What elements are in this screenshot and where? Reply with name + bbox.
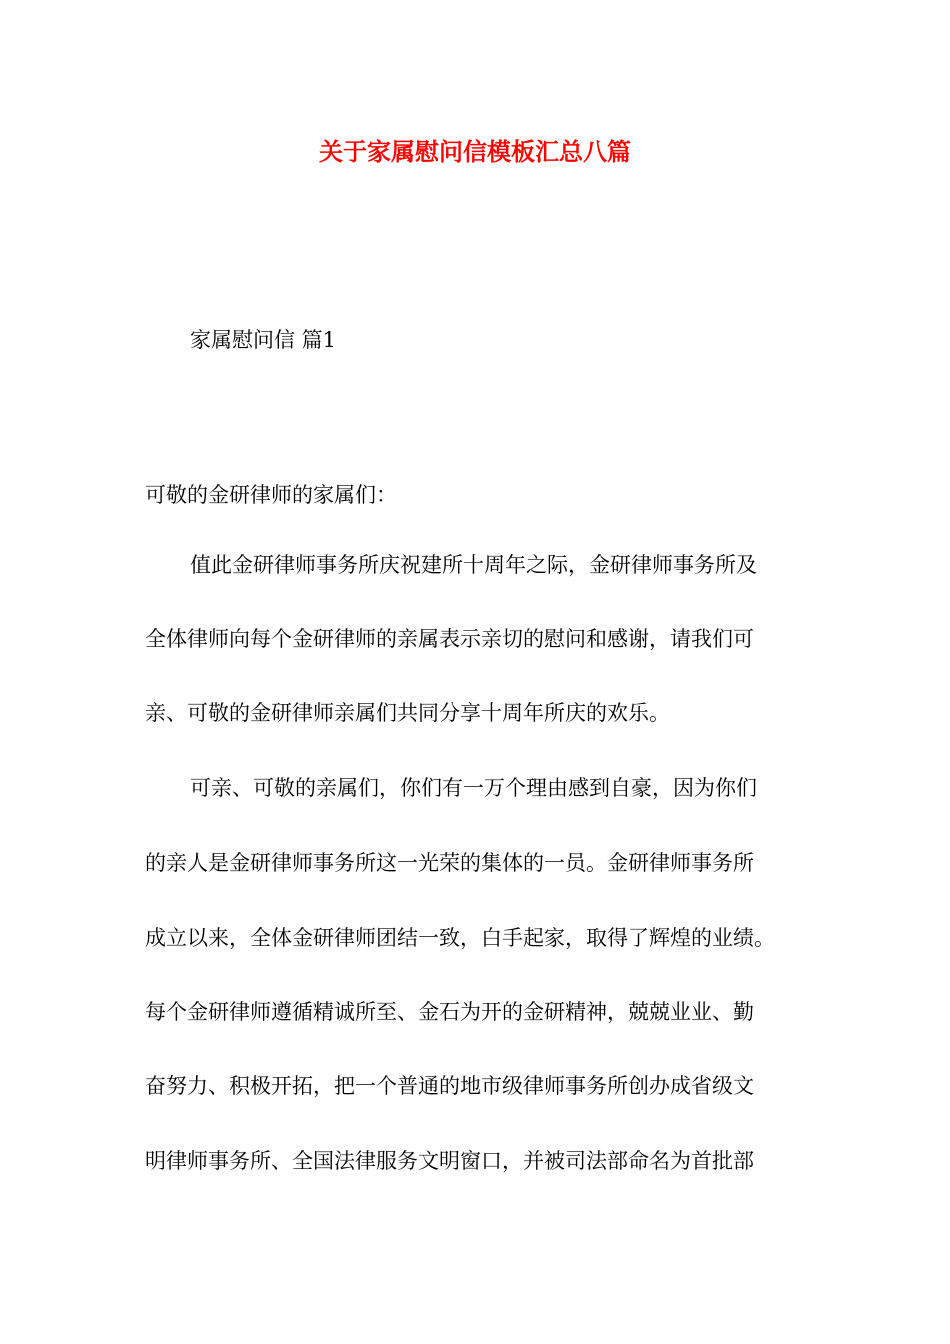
- body-line: 可亲、可敬的亲属们，你们有一万个理由感到自豪，因为你们: [190, 776, 757, 800]
- section-heading: 家属慰问信 篇1: [190, 328, 337, 352]
- body-line: 的亲人是金研律师事务所这一光荣的集体的一员。金研律师事务所: [145, 851, 754, 875]
- body-line: 成立以来，全体金研律师团结一致，白手起家，取得了辉煌的业绩。: [145, 926, 775, 950]
- body-line: 明律师事务所、全国法律服务文明窗口，并被司法部命名为首批部: [145, 1149, 754, 1173]
- body-line: 每个金研律师遵循精诚所至、金石为开的金研精神，兢兢业业、勤: [145, 1000, 754, 1024]
- body-line: 亲、可敬的金研律师亲属们共同分享十周年所庆的欢乐。: [145, 701, 670, 725]
- salutation: 可敬的金研律师的家属们：: [145, 483, 397, 507]
- body-line: 全体律师向每个金研律师的亲属表示亲切的慰问和感谢，请我们可: [145, 627, 754, 651]
- body-line: 值此金研律师事务所庆祝建所十周年之际，金研律师事务所及: [190, 553, 757, 577]
- body-line: 奋努力、积极开拓，把一个普通的地市级律师事务所创办成省级文: [145, 1074, 754, 1098]
- document-title: 关于家属慰问信模板汇总八篇: [319, 137, 631, 166]
